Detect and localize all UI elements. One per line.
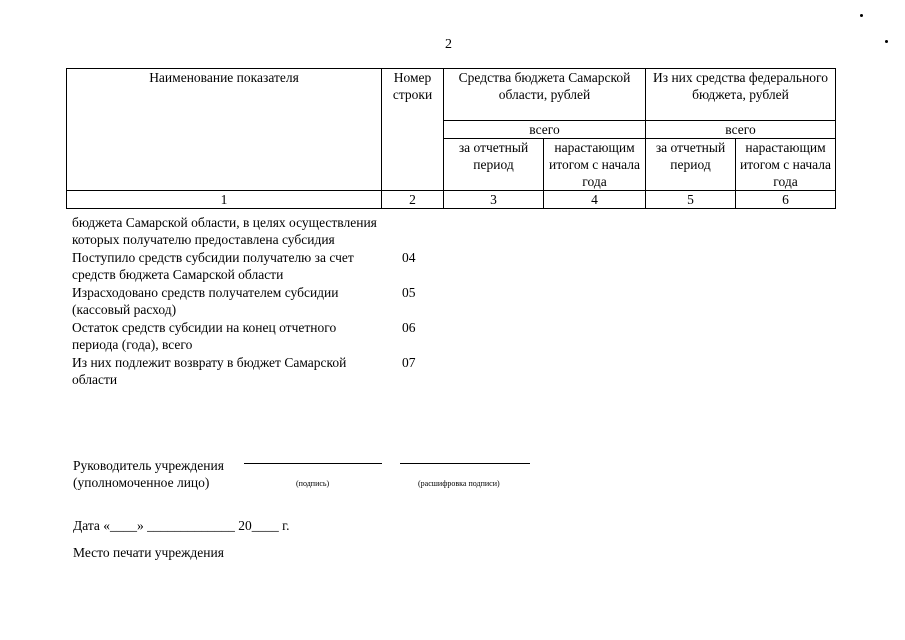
header-cumulative-regional: нарастающим итогом с начала года bbox=[544, 139, 646, 191]
signature-decoding-caption: (расшифровка подписи) bbox=[418, 479, 500, 488]
header-indicator-name: Наименование показателя bbox=[67, 69, 382, 191]
indicator-row bbox=[72, 354, 472, 388]
header-row-number: Номер строки bbox=[382, 69, 444, 191]
header-regional-budget: Средства бюджета Самарской области, рублей bbox=[444, 69, 646, 121]
column-number-5: 5 bbox=[646, 191, 736, 209]
indicator-row bbox=[72, 249, 472, 283]
report-header-table-wrap bbox=[66, 68, 836, 209]
indicator-row bbox=[72, 214, 472, 248]
indicator-label: Израсходовано средств получателем субсидии (кассовый расход) bbox=[72, 285, 339, 317]
indicator-label: Из них подлежит возврату в бюджет Самарской области bbox=[72, 355, 347, 387]
indicator-row bbox=[72, 319, 472, 353]
page-number: 2 bbox=[445, 37, 452, 52]
indicator-row bbox=[72, 284, 472, 318]
indicator-label: Поступило средств субсидии получателю за счет средств бюджета Самарской области bbox=[72, 250, 354, 282]
column-number-1: 1 bbox=[67, 191, 382, 209]
indicator-label: бюджета Самарской области, в целях осуществления которых получателю предоставлена субсидия bbox=[72, 215, 377, 247]
indicator-label: Остаток средств субсидии на конец отчетного периода (года), всего bbox=[72, 320, 337, 352]
indicator-code: 04 bbox=[402, 250, 416, 265]
signatory-subtitle: (уполномоченное лицо) bbox=[73, 475, 210, 490]
signature-caption: (подпись) bbox=[296, 479, 330, 488]
scan-speck bbox=[885, 40, 888, 43]
header-cumulative-federal: нарастающим итогом с начала года bbox=[736, 139, 836, 191]
header-federal-budget: Из них средства федерального бюджета, рублей bbox=[646, 69, 836, 121]
indicator-code: 07 bbox=[402, 355, 416, 370]
indicator-code: 05 bbox=[402, 285, 416, 300]
signature-line bbox=[244, 463, 382, 464]
header-period-federal: за отчетный период bbox=[646, 139, 736, 191]
header-period-regional: за отчетный период bbox=[444, 139, 544, 191]
signatory-block bbox=[73, 457, 224, 491]
date-line: Дата «____» _____________ 20____ г. bbox=[73, 518, 290, 533]
column-number-2: 2 bbox=[382, 191, 444, 209]
signature-decoding-line bbox=[400, 463, 530, 464]
scan-speck bbox=[860, 14, 863, 17]
indicator-rows bbox=[72, 214, 472, 388]
column-number-6: 6 bbox=[736, 191, 836, 209]
header-total-regional: всего bbox=[444, 121, 646, 139]
column-number-4: 4 bbox=[544, 191, 646, 209]
header-total-federal: всего bbox=[646, 121, 836, 139]
column-number-3: 3 bbox=[444, 191, 544, 209]
report-header-table bbox=[66, 68, 836, 209]
signatory-title: Руководитель учреждения bbox=[73, 458, 224, 473]
indicator-code: 06 bbox=[402, 320, 416, 335]
stamp-place: Место печати учреждения bbox=[73, 545, 224, 560]
